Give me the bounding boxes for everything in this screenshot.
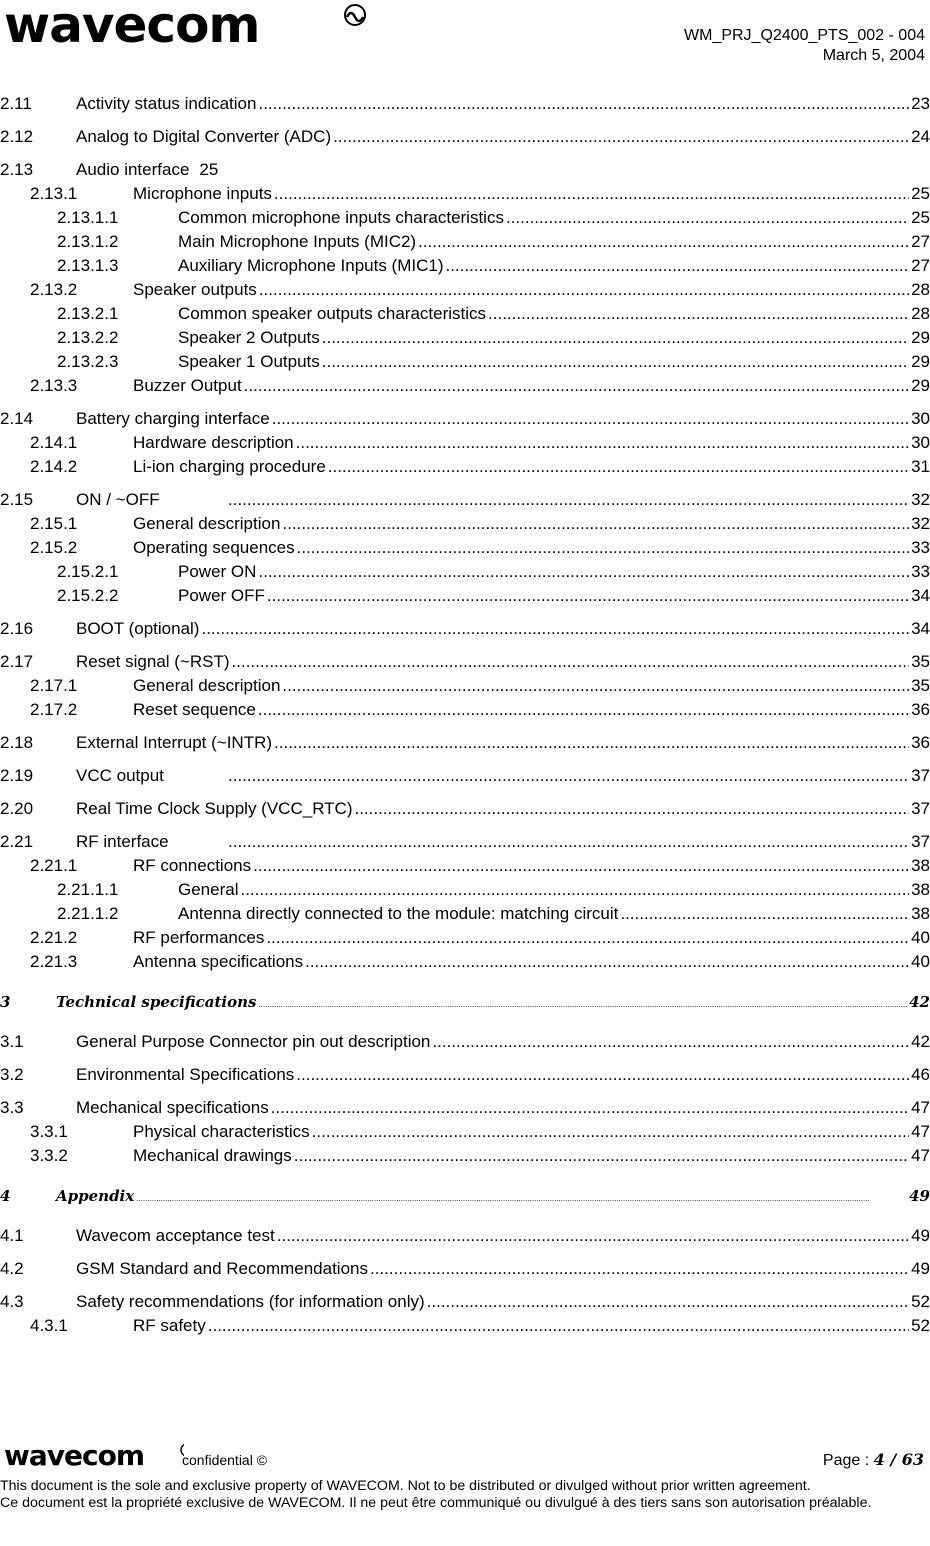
toc-dot-leader xyxy=(201,617,909,641)
toc-entry-title: Safety recommendations (for information only) xyxy=(76,1290,427,1314)
toc-entry-title: Hardware description xyxy=(133,431,296,455)
toc-dot-leader xyxy=(258,993,907,1017)
toc-entry-number: 4.3.1 xyxy=(30,1316,68,1335)
toc-entry[interactable] xyxy=(0,1184,930,1208)
toc-entry-title: Speaker outputs xyxy=(133,278,259,302)
toc-entry-number: 2.13.2 xyxy=(30,280,78,299)
toc-entry-page: 47 xyxy=(909,1120,930,1144)
toc-entry-title: Antenna directly connected to the module: matching circuit xyxy=(178,902,620,926)
page-label: Page : xyxy=(822,1452,870,1469)
toc-entry-title: General description xyxy=(133,674,282,698)
toc-entry-title: Li-ion charging procedure xyxy=(133,455,328,479)
toc-dot-leader xyxy=(322,350,909,374)
toc-dot-leader xyxy=(274,182,909,206)
toc-entry-number: 2.21.3 xyxy=(30,952,78,971)
toc-dot-leader xyxy=(445,254,909,278)
toc-entry-page: 42 xyxy=(907,990,930,1014)
toc-entry[interactable] xyxy=(0,698,930,722)
toc-entry-page: 31 xyxy=(909,455,930,479)
toc-dot-leader xyxy=(370,1257,909,1281)
toc-entry-title: Physical characteristics xyxy=(133,1120,312,1144)
toc-entry-number: 2.17 xyxy=(0,652,34,671)
toc-entry-number: 2.21.1.2 xyxy=(57,904,119,923)
toc-dot-leader xyxy=(259,278,909,302)
toc-entry-title: Reset signal (~RST) xyxy=(76,650,232,674)
toc-entry[interactable] xyxy=(0,536,930,560)
toc-entry-number: 2.14 xyxy=(0,409,34,428)
toc-entry-page: 34 xyxy=(909,584,930,608)
toc-entry[interactable] xyxy=(0,1096,930,1120)
toc-entry-page: 49 xyxy=(909,1257,930,1281)
toc-entry-number: 3.3.2 xyxy=(30,1146,68,1165)
toc-entry-number: 2.16 xyxy=(0,619,34,638)
toc-entry-title: Environmental Specifications xyxy=(76,1063,296,1087)
wavecom-logo xyxy=(4,2,369,51)
toc-entry-number: 2.21 xyxy=(0,832,34,851)
toc-entry-page: 52 xyxy=(909,1290,930,1314)
toc-entry-title: Mechanical specifications xyxy=(76,1096,271,1120)
toc-dot-leader xyxy=(296,1063,909,1087)
toc-entry-page: 27 xyxy=(909,254,930,278)
toc-entry[interactable] xyxy=(0,990,930,1014)
toc-entry[interactable] xyxy=(0,92,930,116)
toc-entry[interactable] xyxy=(0,617,930,641)
toc-dot-leader xyxy=(267,584,909,608)
toc-dot-leader xyxy=(427,1290,909,1314)
toc-entry-number: 4 xyxy=(0,1187,11,1205)
toc-entry[interactable] xyxy=(0,326,930,350)
toc-entry[interactable] xyxy=(0,125,930,149)
toc-dot-leader xyxy=(136,1187,907,1211)
toc-entry-title: Common speaker outputs characteristics xyxy=(178,302,488,326)
toc-entry[interactable] xyxy=(0,302,930,326)
toc-entry-number: 3.1 xyxy=(0,1032,24,1051)
toc-entry-page: 30 xyxy=(909,407,930,431)
toc-entry[interactable] xyxy=(0,584,930,608)
toc-dot-leader xyxy=(432,1030,909,1054)
toc-entry-number: 2.13.2.3 xyxy=(57,352,119,371)
toc-entry[interactable] xyxy=(0,431,930,455)
toc-entry-number: 3.3.1 xyxy=(30,1122,68,1141)
toc-dot-leader xyxy=(354,797,909,821)
page-footer xyxy=(0,1440,930,1546)
toc-entry-title: Battery charging interface xyxy=(76,407,272,431)
toc-entry-number: 2.21.2 xyxy=(30,928,78,947)
toc-dot-leader xyxy=(506,206,909,230)
toc-entry-page: 23 xyxy=(909,92,930,116)
toc-entry-number: 2.13.3 xyxy=(30,376,78,395)
toc-dot-leader xyxy=(228,764,909,788)
toc-entry[interactable] xyxy=(0,407,930,431)
toc-entry-title: RF safety xyxy=(133,1314,208,1338)
toc-entry-number: 2.15.2.1 xyxy=(57,562,119,581)
toc-dot-leader xyxy=(297,536,909,560)
toc-entry-title: Main Microphone Inputs (MIC2) xyxy=(178,230,418,254)
toc-entry-title: RF performances xyxy=(133,926,266,950)
toc-entry[interactable] xyxy=(0,950,930,974)
legal-notice-english: This document is the sole and exclusive property of WAVECOM. Not to be distributed or divulged without prior written agreement. xyxy=(0,1478,811,1494)
toc-dot-leader xyxy=(277,1224,909,1248)
toc-entry-title: Auxiliary Microphone Inputs (MIC1) xyxy=(178,254,445,278)
toc-entry[interactable] xyxy=(0,764,930,788)
toc-entry[interactable] xyxy=(0,797,930,821)
confidential-label: confidential © xyxy=(182,1452,268,1468)
toc-entry[interactable] xyxy=(0,455,930,479)
toc-entry-title: Common microphone inputs characteristics xyxy=(178,206,506,230)
toc-entry-page: 33 xyxy=(909,536,930,560)
toc-entry-page: 28 xyxy=(909,278,930,302)
toc-entry-page: 34 xyxy=(909,617,930,641)
document-reference xyxy=(684,26,925,66)
toc-entry-title: Operating sequences xyxy=(133,536,297,560)
toc-entry-number: 2.21.1 xyxy=(30,856,78,875)
toc-entry-number: 2.17.1 xyxy=(30,676,78,695)
toc-entry[interactable] xyxy=(0,1314,930,1338)
toc-entry-title: VCC output xyxy=(76,764,228,788)
toc-entry[interactable] xyxy=(0,1224,930,1248)
toc-entry-title: Power OFF xyxy=(178,584,267,608)
toc-entry-number: 2.13.1 xyxy=(30,184,78,203)
toc-entry-number: 2.11 xyxy=(0,94,32,113)
toc-entry-page: 47 xyxy=(909,1144,930,1168)
toc-entry-title: Antenna specifications xyxy=(133,950,305,974)
toc-entry[interactable] xyxy=(0,854,930,878)
toc-entry[interactable] xyxy=(0,1144,930,1168)
toc-dot-leader xyxy=(232,650,910,674)
toc-dot-leader xyxy=(228,488,909,512)
toc-entry-title: Microphone inputs xyxy=(133,182,274,206)
toc-entry-title: RF interface xyxy=(76,830,228,854)
toc-dot-leader xyxy=(244,374,909,398)
toc-entry-page: 47 xyxy=(909,1096,930,1120)
toc-entry-page: 24 xyxy=(909,125,930,149)
toc-entry-title: Wavecom acceptance test xyxy=(76,1224,277,1248)
toc-entry-page: 30 xyxy=(909,431,930,455)
toc-dot-leader xyxy=(322,326,909,350)
toc-entry-number: 2.21.1.1 xyxy=(57,880,119,899)
toc-entry-page: 29 xyxy=(909,326,930,350)
page-indicator xyxy=(823,1450,924,1470)
toc-dot-leader xyxy=(272,407,909,431)
toc-entry-title: Activity status indication xyxy=(76,92,258,116)
toc-entry-page: 35 xyxy=(909,650,930,674)
toc-entry[interactable] xyxy=(0,512,930,536)
toc-entry-number: 2.15.1 xyxy=(30,514,78,533)
toc-entry[interactable] xyxy=(0,731,930,755)
toc-entry-page: 28 xyxy=(909,302,930,326)
toc-entry-number: 2.15.2.2 xyxy=(57,586,119,605)
toc-entry-page: 38 xyxy=(909,878,930,902)
svg-text:wavecom: wavecom xyxy=(4,2,260,46)
toc-entry[interactable] xyxy=(0,488,930,512)
toc-entry-number: 2.15 xyxy=(0,490,34,509)
toc-entry[interactable] xyxy=(0,1030,930,1054)
toc-entry-number: 2.13.1.3 xyxy=(57,256,119,275)
toc-entry-number: 2.14.1 xyxy=(30,433,78,452)
toc-entry-title: Buzzer Output xyxy=(133,374,244,398)
toc-entry-page: 29 xyxy=(909,374,930,398)
toc-entry-page: 32 xyxy=(909,512,930,536)
toc-entry-number: 2.13.2.1 xyxy=(57,304,119,323)
toc-dot-leader xyxy=(208,1314,909,1338)
toc-dot-leader xyxy=(488,302,909,326)
toc-entry-page: 38 xyxy=(909,902,930,926)
toc-dot-leader xyxy=(258,560,909,584)
svg-text:wavecom: wavecom xyxy=(4,1442,145,1468)
toc-entry[interactable] xyxy=(0,1063,930,1087)
toc-dot-leader xyxy=(282,512,909,536)
toc-entry-page: 40 xyxy=(909,950,930,974)
toc-entry-title: ON / ~OFF xyxy=(76,488,228,512)
toc-entry-title: Real Time Clock Supply (VCC_RTC) xyxy=(76,797,354,821)
toc-entry[interactable] xyxy=(0,350,930,374)
toc-dot-leader xyxy=(294,1144,909,1168)
toc-entry-page: 40 xyxy=(909,926,930,950)
toc-dot-leader xyxy=(271,1096,909,1120)
toc-entry-title: Mechanical drawings xyxy=(133,1144,294,1168)
toc-entry-number: 4.1 xyxy=(0,1226,24,1245)
toc-dot-leader xyxy=(240,878,909,902)
toc-entry-title: Speaker 2 Outputs xyxy=(178,326,322,350)
toc-entry-number: 2.18 xyxy=(0,733,34,752)
toc-entry-number: 2.13 xyxy=(0,160,34,179)
toc-entry[interactable] xyxy=(0,560,930,584)
toc-entry[interactable] xyxy=(0,650,930,674)
toc-entry-number: 2.17.2 xyxy=(30,700,78,719)
toc-entry-page: 46 xyxy=(909,1063,930,1087)
toc-entry-page: 29 xyxy=(909,350,930,374)
toc-dot-leader xyxy=(282,674,909,698)
toc-entry-number: 3 xyxy=(0,993,11,1011)
toc-entry-number: 2.13.1.1 xyxy=(57,208,119,227)
toc-entry-title: GSM Standard and Recommendations xyxy=(76,1257,370,1281)
toc-entry[interactable] xyxy=(0,1257,930,1281)
toc-entry-title: General description xyxy=(133,512,282,536)
toc-dot-leader xyxy=(258,698,909,722)
toc-entry[interactable] xyxy=(0,230,930,254)
toc-entry[interactable] xyxy=(0,674,930,698)
toc-entry-title: Power ON xyxy=(178,560,258,584)
toc-entry-page: 27 xyxy=(909,230,930,254)
toc-dot-leader xyxy=(296,431,909,455)
legal-notice xyxy=(0,1478,922,1512)
toc-entry[interactable] xyxy=(0,926,930,950)
toc-entry-page: 33 xyxy=(909,560,930,584)
toc-entry-number: 2.13.2.2 xyxy=(57,328,119,347)
toc-dot-leader xyxy=(333,125,909,149)
toc-dot-leader xyxy=(258,92,909,116)
toc-entry[interactable] xyxy=(0,1120,930,1144)
toc-entry-page: 37 xyxy=(909,764,930,788)
toc-entry-page: 37 xyxy=(909,830,930,854)
page-header xyxy=(0,0,930,80)
toc-entry-number: 2.20 xyxy=(0,799,34,818)
toc-entry-page: 36 xyxy=(909,698,930,722)
document-date: March 5, 2004 xyxy=(822,47,925,64)
toc-entry-title: General xyxy=(178,878,240,902)
page-number: 4 / 63 xyxy=(873,1450,924,1469)
toc-entry[interactable] xyxy=(0,158,930,182)
toc-entry-page: 37 xyxy=(909,797,930,821)
toc-entry-page: 25 xyxy=(909,182,930,206)
toc-entry-page: 52 xyxy=(909,1314,930,1338)
toc-entry-number: 3.2 xyxy=(0,1065,24,1084)
toc-dot-leader xyxy=(305,950,909,974)
toc-entry-title: Technical specifications xyxy=(56,990,258,1014)
toc-entry-title: Analog to Digital Converter (ADC) xyxy=(76,125,333,149)
toc-dot-leader xyxy=(620,902,909,926)
toc-entry-page: 35 xyxy=(909,674,930,698)
footer-wavecom-logo xyxy=(4,1442,184,1473)
toc-entry-number: 4.2 xyxy=(0,1259,24,1278)
toc-entry-page: 36 xyxy=(909,731,930,755)
toc-entry[interactable] xyxy=(0,206,930,230)
toc-entry[interactable] xyxy=(0,278,930,302)
document-id: WM_PRJ_Q2400_PTS_002 - 004 xyxy=(683,27,925,44)
toc-entry[interactable] xyxy=(0,374,930,398)
toc-entry-title: Appendix xyxy=(56,1184,136,1208)
toc-dot-leader xyxy=(253,854,909,878)
toc-entry-number: 2.15.2 xyxy=(30,538,78,557)
toc-entry-number: 2.14.2 xyxy=(30,457,78,476)
toc-entry[interactable] xyxy=(0,254,930,278)
toc-entry-page: 25 xyxy=(191,158,218,182)
toc-dot-leader xyxy=(418,230,909,254)
toc-entry-page: 25 xyxy=(909,206,930,230)
toc-entry-title: Speaker 1 Outputs xyxy=(178,350,322,374)
toc-entry-page: 32 xyxy=(909,488,930,512)
toc-entry-title: External Interrupt (~INTR) xyxy=(76,731,274,755)
toc-dot-leader xyxy=(266,926,909,950)
toc-entry[interactable] xyxy=(0,1290,930,1314)
toc-entry[interactable] xyxy=(0,878,930,902)
toc-entry-number: 4.3 xyxy=(0,1292,24,1311)
toc-entry-title: General Purpose Connector pin out description xyxy=(76,1030,432,1054)
toc-entry-number: 2.13.1.2 xyxy=(57,232,119,251)
toc-entry-number: 2.19 xyxy=(0,766,34,785)
toc-dot-leader xyxy=(328,455,909,479)
toc-entry-number: 2.12 xyxy=(0,127,34,146)
toc-entry[interactable] xyxy=(0,182,930,206)
toc-entry[interactable] xyxy=(0,902,930,926)
toc-entry[interactable] xyxy=(0,830,930,854)
toc-dot-leader xyxy=(274,731,909,755)
toc-dot-leader xyxy=(312,1120,909,1144)
toc-entry-page: 49 xyxy=(909,1224,930,1248)
toc-entry-title: BOOT (optional) xyxy=(76,617,201,641)
toc-entry-page: 42 xyxy=(909,1030,930,1054)
toc-entry-title: RF connections xyxy=(133,854,253,878)
toc-entry-page: 38 xyxy=(909,854,930,878)
legal-notice-french: Ce document est la propriété exclusive de WAVECOM. Il ne peut être communiqué ou divulgué à des tiers sans son autorisation préalable. xyxy=(0,1495,872,1511)
toc-dot-leader xyxy=(228,830,909,854)
toc-entry-page: 49 xyxy=(907,1184,930,1208)
toc-entry-title: Audio interface xyxy=(76,158,191,182)
toc-entry-number: 3.3 xyxy=(0,1098,24,1117)
toc-entry-title: Reset sequence xyxy=(133,698,258,722)
